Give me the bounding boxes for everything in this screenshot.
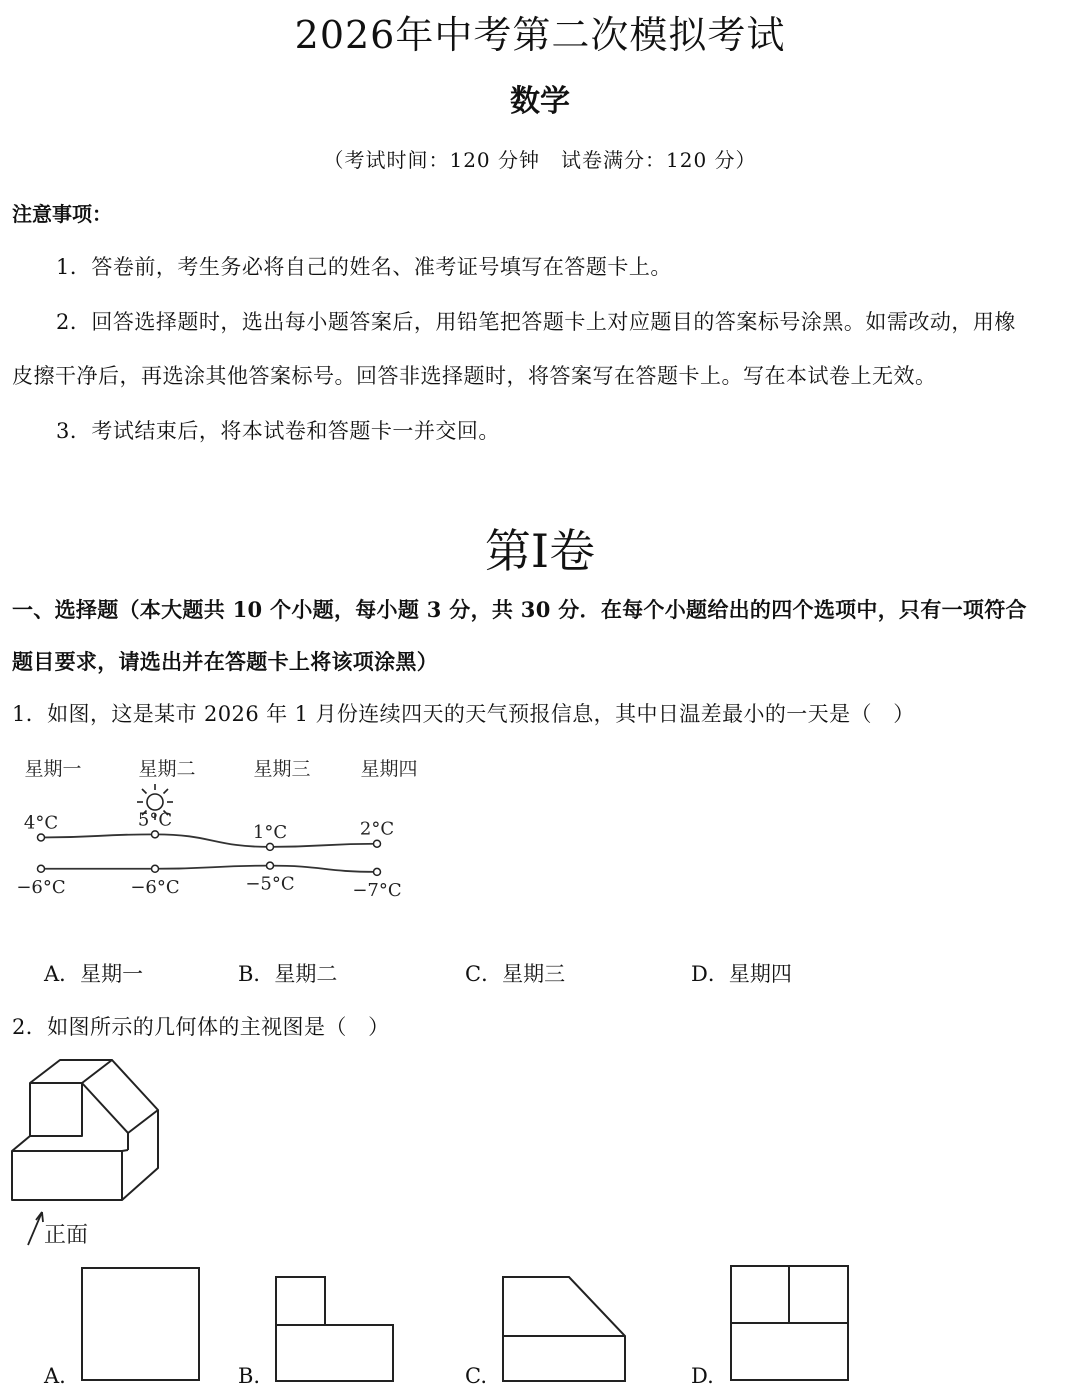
question-2-stem: 2．如图所示的几何体的主视图是（ ）: [12, 1015, 390, 1039]
q1-option-a[interactable]: A．星期一: [44, 962, 144, 986]
notice-item-2-line-1: 2．回答选择题时，选出每小题答案后，用铅笔把答题卡上对应题目的答案标号涂黑。如需改动，用橡: [56, 310, 1016, 334]
low-temp-label-1: −6°C: [16, 876, 66, 898]
solid-figure: [0, 1050, 180, 1255]
high-point-4: [374, 840, 381, 847]
q2-option-d-figure[interactable]: [729, 1264, 851, 1384]
high-temp-label-1: 4°C: [23, 812, 59, 834]
day-label-4: 星期四: [360, 758, 418, 780]
volume-title: 第I卷: [484, 524, 596, 578]
low-point-2: [152, 865, 159, 872]
exam-info: （考试时间：120 分钟 试卷满分：120 分）: [323, 148, 757, 172]
low-temp-label-3: −5°C: [245, 873, 295, 895]
notice-heading: 注意事项：: [12, 202, 112, 226]
notice-item-1: 1．答卷前，考生务必将自己的姓名、准考证号填写在答题卡上。: [56, 255, 672, 279]
subject-title: 数学: [510, 84, 570, 119]
section-heading-line-1: 一、选择题（本大题共 10 个小题，每小题 3 分，共 30 分．在每个小题给出的四个选项中，只有一项符合: [12, 597, 1027, 622]
high-point-3: [267, 843, 274, 850]
q2-option-a-figure[interactable]: [80, 1266, 202, 1384]
question-1-stem: 1．如图，这是某市 2026 年 1 月份连续四天的天气预报信息，其中日温差最小的一天是（ ）: [12, 702, 915, 726]
section-heading-line-2: 题目要求，请选出并在答题卡上将该项涂黑）: [12, 649, 438, 674]
low-point-4: [374, 868, 381, 875]
low-point-3: [267, 862, 274, 869]
q1-option-b[interactable]: B．星期二: [238, 962, 338, 986]
low-temp-label-4: −7°C: [352, 879, 402, 901]
front-label: 正面: [44, 1223, 89, 1248]
notice-item-3: 3．考试结束后，将本试卷和答题卡一并交回。: [56, 419, 500, 443]
exam-title: 2026年中考第二次模拟考试: [294, 13, 786, 57]
high-point-2: [152, 831, 159, 838]
day-label-2: 星期二: [138, 758, 196, 780]
high-temp-label-3: 1°C: [252, 821, 288, 843]
day-label-1: 星期一: [24, 758, 82, 780]
q1-option-d[interactable]: D．星期四: [691, 962, 792, 986]
day-label-3: 星期三: [253, 758, 311, 780]
q2-option-c-label[interactable]: C.: [465, 1364, 487, 1388]
weather-chart: [0, 748, 430, 938]
q2-option-b-figure[interactable]: [274, 1275, 396, 1385]
q1-option-c[interactable]: C．星期三: [465, 962, 566, 986]
low-point-1: [38, 865, 45, 872]
q2-option-a-label[interactable]: A.: [44, 1364, 66, 1388]
q2-option-c-figure[interactable]: [501, 1275, 629, 1385]
low-temperature-line: [41, 866, 377, 872]
high-temp-label-4: 2°C: [359, 818, 395, 840]
high-temperature-line: [41, 834, 377, 847]
q2-option-d-label[interactable]: D.: [691, 1364, 714, 1388]
low-temp-label-2: −6°C: [130, 876, 180, 898]
notice-item-2-line-2: 皮擦干净后，再选涂其他答案标号。回答非选择题时，将答案写在答题卡上。写在本试卷上无效。: [12, 364, 937, 388]
high-temp-label-2: 5°C: [137, 809, 173, 831]
q2-option-b-label[interactable]: B.: [238, 1364, 261, 1388]
high-point-1: [38, 834, 45, 841]
